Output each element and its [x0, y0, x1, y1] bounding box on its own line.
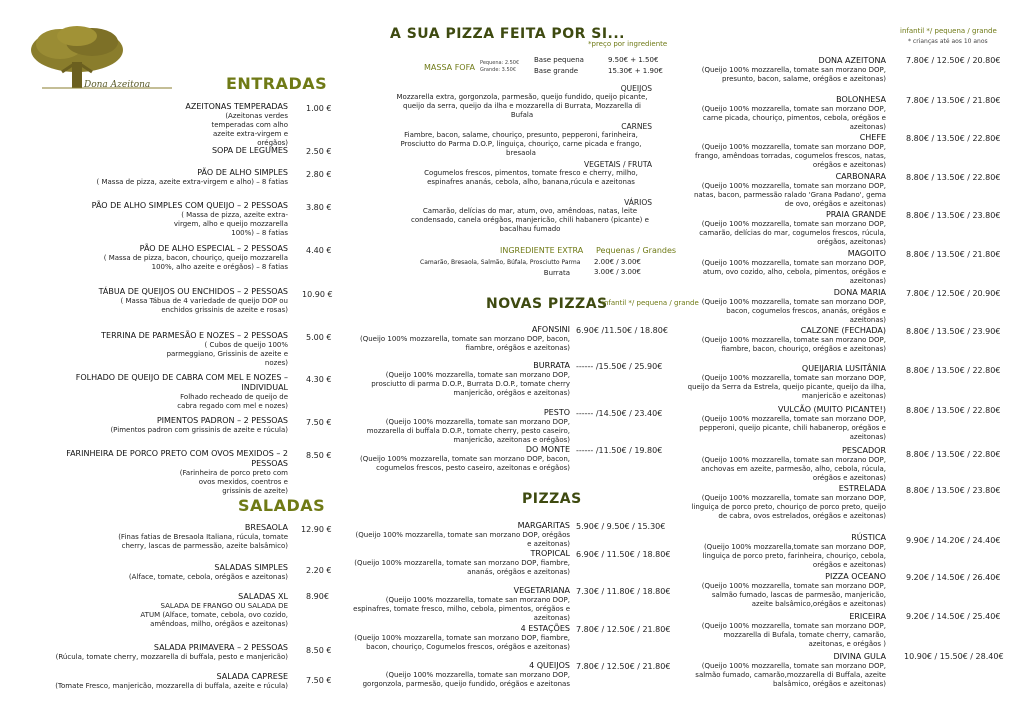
item-desc: (Rúcula, tomate cherry, mozzarella di buffala, pesto e manjericão) — [55, 653, 288, 661]
item-name: VEGETARIANA — [513, 586, 570, 595]
ingredient-group — [390, 122, 652, 158]
item-price: 2.80 € — [306, 170, 332, 179]
pizza-item — [690, 249, 886, 286]
ingredient-group — [392, 84, 652, 120]
massa-label: MASSA FOFA — [424, 63, 475, 72]
item-desc: (Queijo 100% mozzarella, tomate san morzano DOP, fiambre, bacon, chouriço, Cogumelos frescos, orégãos e azeitonas) — [354, 634, 570, 651]
item-name: MARGARITAS — [517, 521, 570, 530]
entrada-item — [40, 201, 288, 238]
massa-sizes: Pequena: 2.50€ Grande: 3.50€ — [480, 60, 520, 73]
ingredient-group — [410, 160, 652, 187]
item-name: PÃO DE ALHO SIMPLES COM QUEIJO – 2 PESSOAS — [91, 201, 288, 210]
pizza-item — [350, 445, 570, 473]
item-price: 2.20 € — [306, 566, 332, 575]
item-name: DO MONTE — [525, 445, 570, 454]
item-name: 4 QUEIJOS — [529, 661, 570, 670]
pizza-item — [350, 408, 570, 445]
item-name: ERICEIRA — [849, 612, 886, 621]
item-price: 8.90€ — [306, 592, 329, 601]
pizza-item — [350, 624, 570, 652]
pizza-item — [690, 446, 886, 483]
item-price: 8.80€ / 13.50€ / 22.80€ — [906, 406, 1001, 415]
item-price: 4.40 € — [306, 246, 332, 255]
item-price: 5.00 € — [306, 333, 332, 342]
item-price: 7.30€ / 11.80€ / 18.80€ — [576, 587, 671, 596]
item-price: 7.50 € — [306, 418, 332, 427]
item-desc: (Queijo 100% mozzarella, tomate san morzano DOP, frango, amêndoas torradas, cogumelos frescos, natas, orégãos e azeitonas) — [694, 143, 886, 169]
base-grande-price: 15.30€ + 1.90€ — [608, 67, 663, 75]
item-desc: (Queijo 100% mozzarella, tomate san morzano DOP, bacon, cogumelos frescos, pesto caseiro, azeitonas e orégãos) — [359, 455, 570, 472]
item-desc: ( Massa de pizza, bacon, chouriço, queijo mozzarella 100%, alho azeite e orégãos) – 8 fatias — [103, 254, 288, 271]
extra-title: INGREDIENTE EXTRA — [500, 246, 584, 255]
item-name: PIZZA OCEANO — [825, 572, 886, 581]
item-desc: (Azeitonas verdes temperadas com alho azeite extra-virgem e orégãos) — [211, 112, 288, 147]
extra-name: Camarão, Bresaola, Salmão, Búfala, Prosciutto Parma — [420, 259, 581, 266]
item-desc: (Queijo 100% mozzarella, tomate san morzano DOP, prosciutto di parma D.O.P., Burrata D.O.P., tomate cherry manjericão, orégãos e azeitonas) — [371, 371, 570, 397]
item-desc: (Queijo 100% mozzarella, tomate san morzano DOP, gorgonzola, parmesão, queijo fundido, orégãos e azeitonas — [362, 671, 570, 688]
saladas-title: SALADAS — [238, 496, 326, 515]
group-name: CARNES — [621, 122, 652, 131]
item-name: CARBONARA — [835, 172, 886, 181]
item-name: FOLHADO DE QUEIJO DE CABRA COM MEL E NOZES – INDIVIDUAL — [75, 373, 288, 392]
item-price: 7.80€ / 12.50€ / 20.80€ — [906, 56, 1001, 65]
item-price: 7.50 € — [306, 676, 332, 685]
item-name: SALADAS XL — [238, 592, 288, 601]
pizza-item — [690, 484, 886, 521]
novas-title: NOVAS PIZZAS — [486, 296, 608, 312]
item-name: AZEITONAS TEMPERADAS — [185, 102, 288, 111]
item-price: 8.80€ / 13.50€ / 22.80€ — [906, 366, 1001, 375]
item-desc: (Queijo 100% mozzarella, tomate san morzano DOP, anchovas em azeite, parmesão, alho, cebola, rúcula, orégãos e azeitonas) — [701, 456, 886, 482]
salada-item — [40, 592, 288, 629]
item-price: 5.90€ / 9.50€ / 15.30€ — [576, 522, 666, 531]
item-price: 8.50 € — [306, 646, 332, 655]
item-name: AFONSINI — [531, 325, 570, 334]
item-desc: (Queijo 100% mozzarella, tomate san morzano DOP, fiambre, ananás, orégãos e azeitonas) — [354, 559, 570, 576]
item-price: 7.80€ / 12.50€ / 21.80€ — [576, 625, 671, 634]
item-name: PIMENTOS PADRON – 2 PESSOAS — [156, 416, 288, 425]
item-desc: (Queijo 100% mozzarella,tomate san morzano DOP, linguiça de porco preto, farinheira, chouriço, cebola, orégãos e azeitonas) — [702, 543, 886, 569]
entrada-item — [40, 287, 288, 315]
salada-item — [40, 672, 288, 691]
item-name: PÃO DE ALHO ESPECIAL – 2 PESSOAS — [139, 244, 288, 253]
item-price: 8.80€ / 13.50€ / 22.80€ — [906, 173, 1001, 182]
item-name: PÃO DE ALHO SIMPLES — [197, 168, 288, 177]
item-desc: (Queijo 100% mozzarella, tomate san morzano DOP, presunto, bacon, salame, orégãos e azeitonas) — [701, 66, 886, 83]
item-price: ------ /14.50€ / 23.40€ — [576, 409, 663, 418]
item-desc: (Tomate Fresco, manjericão, mozzarella di buffala, azeite e rúcula) — [55, 682, 288, 690]
item-name: CHEFE — [859, 133, 886, 142]
item-price: 8.80€ / 13.50€ / 23.80€ — [906, 486, 1001, 495]
item-name: BURRATA — [533, 361, 570, 370]
item-price: 8.80€ / 13.50€ / 22.80€ — [906, 134, 1001, 143]
item-desc: (Queijo 100% mozzarella, tomate san morzano DOP, salmão fumado, camarão,mozzarella di Buffala, azeite balsâmico, orégãos e azeitonas) — [695, 662, 886, 688]
pizza-item — [350, 586, 570, 623]
group-name: VÁRIOS — [624, 198, 652, 207]
item-price: 8.80€ / 13.50€ / 22.80€ — [906, 450, 1001, 459]
item-name: MAGOITO — [847, 249, 886, 258]
item-desc: (Queijo 100% mozzarella, tomate san morzano DOP, mozzarella di buffala D.O.P., tomate cherry, pesto caseiro, manjericão, azeitonas e orégãos) — [366, 418, 570, 444]
item-price: 8.80€ / 13.50€ / 23.90€ — [906, 327, 1001, 336]
item-desc: (Alface, tomate, cebola, orégãos e azeitonas) — [128, 573, 288, 581]
item-desc: (Queijo 100% mozzarella, tomate san morzano DOP, orégãos e azeitonas) — [355, 531, 570, 548]
middle-column — [340, 0, 699, 719]
item-name: TÁBUA DE QUEIJOS OU ENCHIDOS – 2 PESSOAS — [98, 287, 288, 296]
item-desc: (Finas fatias de Bresaola Italiana, rúcula, tomate cherry, lascas de parmessão, azeite balsâmico) — [118, 533, 288, 550]
salada-item — [40, 523, 288, 551]
group-name: VEGETAIS / FRUTA — [584, 160, 652, 169]
build-title: A SUA PIZZA FEITA POR SI... — [390, 26, 625, 42]
item-desc: (Farinheira de porco preto com ovos mexidos, coentros e grissinis de azeite) — [179, 469, 288, 495]
entrada-item — [40, 244, 288, 272]
item-name: DONA AZEITONA — [818, 56, 886, 65]
extra-price: 2.00€ / 3.00€ — [594, 258, 641, 266]
item-price: 8.80€ / 13.50€ / 23.80€ — [906, 211, 1001, 220]
extra-price: 3.00€ / 3.00€ — [594, 268, 641, 276]
item-desc: (Queijo 100% mozzarella, tomate san morzano DOP, espinafres, tomate fresco, milho, cebola, pimentos, orégãos e azeitonas) — [353, 596, 570, 622]
item-name: 4 ESTAÇÕES — [520, 624, 570, 633]
pizza-item — [350, 521, 570, 549]
group-desc: Mozzarella extra, gorgonzola, parmesão, queijo fundido, queijo picante, queijo da serra, queijo da ilha e mozzarella di Burrata, Mozzarella di Bufala — [396, 93, 648, 119]
novas-subtitle: infantil */ pequena / grande — [602, 299, 699, 307]
entrada-item — [30, 373, 288, 411]
item-price: 2.50 € — [306, 147, 332, 156]
item-price: 10.90€ / 15.50€ / 28.40€ — [904, 652, 1004, 661]
pizza-item — [690, 405, 886, 442]
item-desc: (Queijo 100% mozzarella, tomate san morzano DOP, bacon, cogumelos frescos, ananás, orégãos e azeitonas) — [701, 298, 886, 324]
item-desc: (Queijo 100% mozzarella, tomate san morzano DOP, pepperoni, queijo picante, chili habanerop, orégãos e azeitonas) — [699, 415, 886, 441]
item-desc: (Queijo 100% mozzarella, tomate san morzano DOP, bacon, fiambre, orégãos e azeitonas) — [359, 335, 570, 352]
item-desc: ( Cubos de queijo 100% parmeggiano, Grissinis de azeite e nozes) — [166, 341, 288, 367]
group-name: QUEIJOS — [620, 84, 652, 93]
size-header: infantil */ pequena / grande — [900, 27, 997, 35]
pizza-item — [690, 612, 886, 649]
pizza-item — [350, 661, 570, 689]
group-desc: Fiambre, bacon, salame, chouriço, presunto, pepperoni, farinheira, Prosciutto do Parma D.O.P, linguiça, chouriço, carne picada e frango, bresaola — [400, 131, 642, 157]
pizza-item — [690, 56, 886, 84]
item-desc: (Queijo 100% mozzarella, tomate san morzano DOP, natas, bacon, parmessão ralado 'Grana Padano', gema de ovo, orégãos e azeitonas) — [693, 182, 886, 208]
item-name: SOPA DE LEGUMES — [211, 146, 288, 155]
pizza-item — [680, 652, 886, 689]
item-price: ------ /11.50€ / 19.80€ — [576, 446, 663, 455]
pizza-item — [350, 549, 570, 577]
item-price: 3.80 € — [306, 203, 332, 212]
item-desc: (Queijo 100% mozzarella, tomate san morzano DOP, fiambre, bacon, chouriço, orégãos e azeitonas) — [701, 336, 886, 353]
item-name: DONA MARIA — [833, 288, 886, 297]
entrada-item — [40, 416, 288, 435]
pizza-item — [690, 172, 886, 209]
pizzas-title: PIZZAS — [522, 491, 582, 507]
entrada-item — [40, 449, 288, 496]
item-name: ESTRELADA — [838, 484, 886, 493]
item-price: 7.80€ / 12.50€ / 20.90€ — [906, 289, 1001, 298]
ingredient-group — [408, 198, 652, 234]
pizza-item — [350, 325, 570, 353]
item-desc: Folhado recheado de queijo de cabra regado com mel e nozes) — [177, 393, 288, 410]
item-price: 8.80€ / 13.50€ / 21.80€ — [906, 250, 1001, 259]
item-price: 12.90 € — [301, 525, 332, 534]
extra-name: Burrata — [543, 269, 570, 277]
item-name: QUEIJARIA LUSITÂNIA — [801, 364, 886, 373]
item-price: 9.20€ / 14.50€ / 25.40€ — [906, 612, 1001, 621]
item-name: SALADA PRIMAVERA – 2 PESSOAS — [153, 643, 288, 652]
entradas-title: ENTRADAS — [226, 74, 328, 93]
pizza-item — [690, 326, 886, 354]
item-price: 10.90 € — [302, 290, 333, 299]
item-desc: (Pimentos padron com grissinis de azeite e rúcula) — [110, 426, 288, 434]
item-price: 7.80€ / 12.50€ / 21.80€ — [576, 662, 671, 671]
item-name: RÚSTICA — [851, 533, 886, 542]
item-name: PESCADOR — [841, 446, 886, 455]
item-price: 9.90€ / 14.20€ / 24.40€ — [906, 536, 1001, 545]
build-note: *preço por ingrediente — [588, 40, 668, 48]
item-desc: (Queijo 100% mozzarella, tomate san morzano DOP, salmão fumado, lascas de parmesão, manjericão, azeite balsâmico,orégãos e azeitonas) — [701, 582, 886, 608]
pizza-item — [680, 364, 886, 401]
extra-cols: Pequenas / Grandes — [596, 246, 677, 255]
right-column — [680, 0, 1024, 719]
pizza-item — [690, 210, 886, 247]
pizza-item — [690, 288, 886, 325]
base-pequena: Base pequena — [534, 56, 584, 64]
item-desc: (Queijo 100% mozzarella, tomate san morzano DOP, queijo da Serra da Estrela, queijo picante, queijo da ilha, manjericão e azeitonas) — [687, 374, 886, 400]
item-price: ------ /15.50€ / 25.90€ — [576, 362, 663, 371]
item-desc: ( Massa Tábua de 4 variedade de queijo DOP ou enchidos grissinis de azeite e rosas) — [120, 297, 288, 314]
item-price: 1.00 € — [306, 104, 332, 113]
item-desc: ( Massa de pizza, azeite extra-virgem e alho) – 8 fatias — [96, 178, 288, 186]
item-desc: (Queijo 100% mozzarella, tomate san morzano DOP, mozzarella di Bufala, tomate cherry, camarão, azeitonas, e orégãos ) — [701, 622, 886, 648]
item-name: CALZONE (FECHADA) — [800, 326, 886, 335]
entrada-item — [40, 146, 288, 156]
item-name: VULCÃO (MUITO PICANTE!) — [777, 405, 886, 414]
item-desc: ( Massa de pizza, azeite extra-virgem, alho e queijo mozzarella 100%) – 8 fatias — [173, 211, 288, 237]
item-price: 9.20€ / 14.50€ / 26.40€ — [906, 573, 1001, 582]
item-desc: (Queijo 100% mozzarella, tomate san morzano DOP, linguiça de porco preto, chouriço de porco preto, queijo de cabra, ovos estrelados, orégãos e azeitonas) — [691, 494, 886, 520]
pizza-item — [690, 95, 886, 132]
item-price: 6.90€ / 11.50€ / 18.80€ — [576, 550, 671, 559]
entrada-item — [40, 168, 288, 187]
entrada-item — [40, 331, 288, 368]
item-name: FARINHEIRA DE PORCO PRETO COM OVOS MEXIDOS – 2 PESSOAS — [66, 449, 288, 468]
item-desc: (Queijo 100% mozzarella, tomate san morzano DOP, atum, ovo cozido, alho, cebola, pimentos, orégãos e azeitonas) — [701, 259, 886, 285]
item-desc: (Queijo 100% mozzarella, tomate san morzano DOP, carne picada, chouriço, pimentos, cebola, orégãos e azeitonas) — [701, 105, 886, 131]
item-desc: (Queijo 100% mozzarella, tomate san morzano DOP, camarão, delícias do mar, cogumelos frescos, rúcula, orégãos, azeitonas) — [699, 220, 886, 246]
item-name: BOLONHESA — [836, 95, 886, 104]
base-pequena-price: 9.50€ + 1.50€ — [608, 56, 659, 64]
brand-name: Dona Azeitona — [84, 80, 151, 90]
left-column — [0, 0, 340, 719]
item-name: SALADAS SIMPLES — [214, 563, 288, 572]
item-name: BRESAOLA — [244, 523, 288, 532]
item-price: 8.50 € — [306, 451, 332, 460]
item-name: DIVINA GULA — [833, 652, 886, 661]
pizza-item — [350, 361, 570, 398]
salada-item — [40, 563, 288, 582]
entrada-item — [40, 102, 288, 148]
group-desc: Camarão, delícias do mar, atum, ovo, amêndoas, natas, leite condensado, canela orégãos, manjericão, chili habanero (picante) e bacalhau fumado — [411, 207, 649, 233]
item-name: TROPICAL — [530, 549, 570, 558]
pizza-item — [690, 533, 886, 570]
salada-item — [40, 643, 288, 662]
item-name: TERRINA DE PARMESÃO E NOZES – 2 PESSOAS — [101, 331, 288, 340]
group-desc: Cogumelos frescos, pimentos, tomate fresco e cherry, milho, espinafres ananás, cebola, alho, banana,rúcula e azeitonas — [424, 169, 638, 186]
item-name: PESTO — [543, 408, 570, 417]
item-name: PRAIA GRANDE — [825, 210, 886, 219]
pizza-item — [690, 572, 886, 609]
item-price: 4.30 € — [306, 375, 332, 384]
size-note: * crianças até aos 10 anos — [908, 38, 988, 45]
item-name: SALADA CAPRESE — [216, 672, 288, 681]
item-price: 6.90€ /11.50€ / 18.80€ — [576, 326, 668, 335]
pizza-item — [690, 133, 886, 170]
base-grande: Base grande — [534, 67, 579, 75]
item-desc: SALADA DE FRANGO OU SALADA DE ATUM (Alface, tomate, cebola, ovo cozido, amêndoas, milho, orégãos e azeitonas) — [140, 602, 288, 628]
item-price: 7.80€ / 13.50€ / 21.80€ — [906, 96, 1001, 105]
